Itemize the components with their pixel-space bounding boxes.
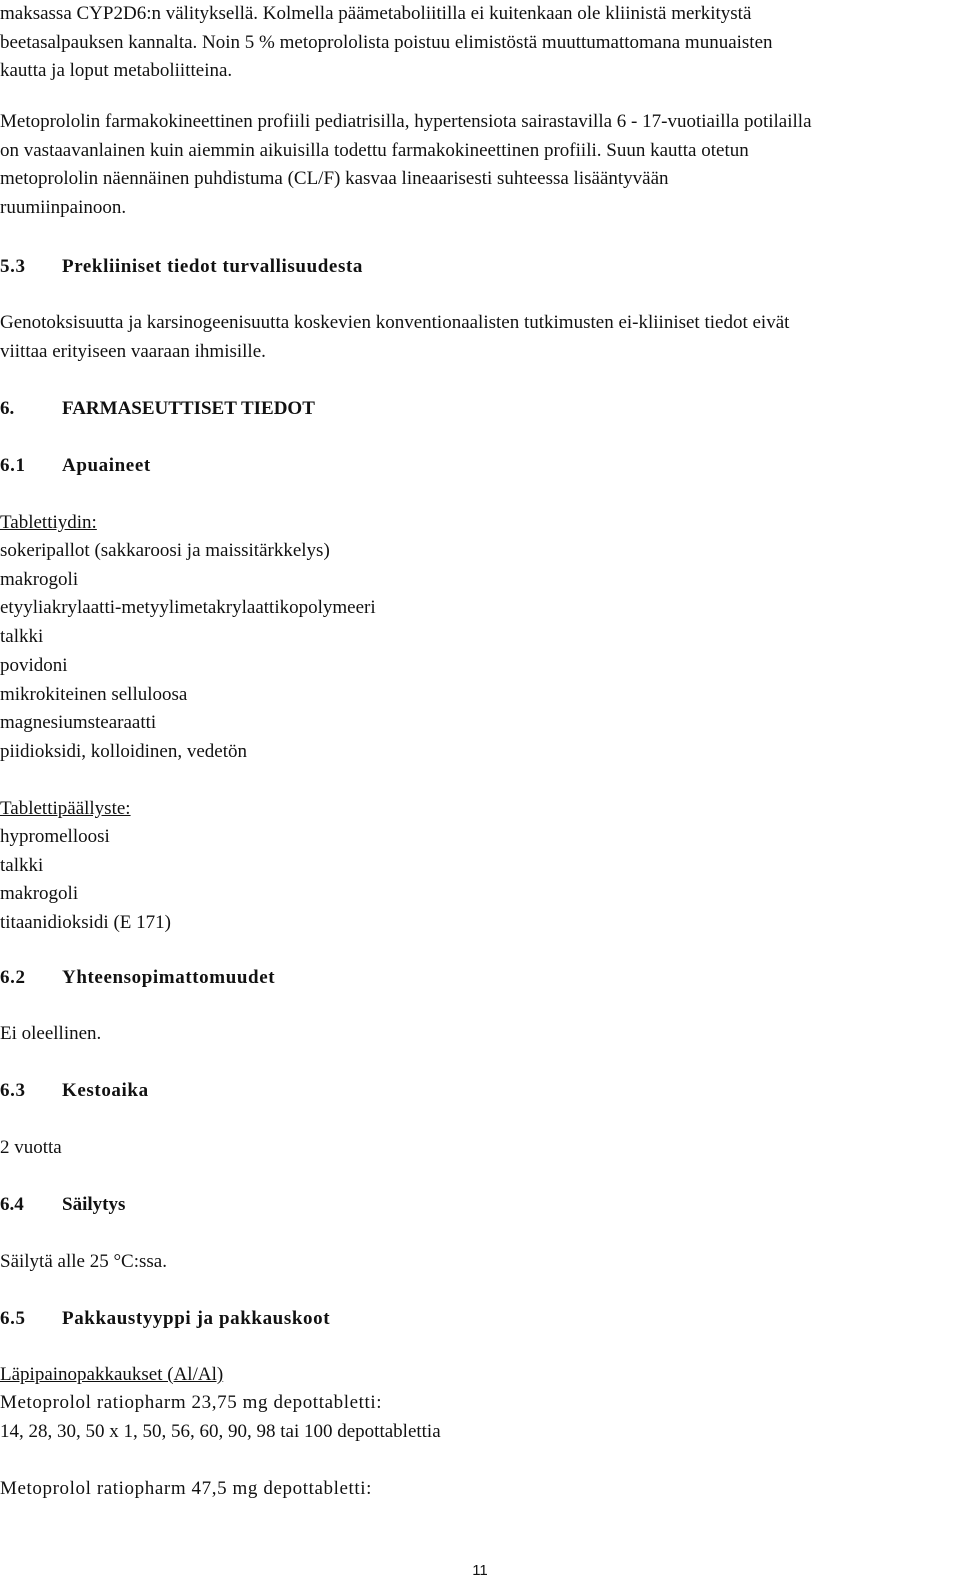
section-title: Kestoaika — [62, 1080, 149, 1101]
section-number: 6.1 — [0, 455, 26, 476]
section-heading-6-2 — [0, 964, 275, 993]
intro-line: kautta ja loput metaboliitteina. — [0, 60, 233, 82]
section-heading-6-5 — [0, 1305, 330, 1334]
section-heading-6 — [0, 395, 315, 424]
list-item: povidoni — [0, 654, 68, 676]
section-heading-5-3 — [0, 253, 363, 282]
section-title: Apuaineet — [62, 455, 151, 476]
product-strength-2: Metoprolol ratiopharm 47,5 mg depottabletti: — [0, 1478, 373, 1499]
pediatric-paragraph — [0, 108, 958, 223]
list-item: hypromelloosi — [0, 826, 110, 847]
section-number: 6.3 — [0, 1080, 26, 1101]
tablet-coating-list — [0, 823, 171, 938]
shelf-life-text: 2 vuotta — [0, 1137, 62, 1158]
intro-paragraph — [0, 0, 958, 86]
section-title: FARMASEUTTISET TIEDOT — [62, 398, 315, 419]
list-item: piidioksidi, kolloidinen, vedetön — [0, 740, 247, 762]
list-item: sokeripallot (sakkaroosi ja maissitärkkelys) — [0, 540, 330, 561]
pediatric-line: on vastaavanlainen kuin aiemmin aikuisilla todettu farmakokineettinen profiili. Suun kautta otetun — [0, 139, 749, 161]
list-item: makrogoli — [0, 883, 79, 905]
section-number: 5.3 — [0, 256, 26, 277]
pack-type-label: Läpipainopakkaukset (Al/Al) — [0, 1364, 224, 1385]
section-number: 6.4 — [0, 1194, 24, 1215]
section-number: 6.2 — [0, 967, 26, 988]
list-item: mikrokiteinen selluloosa — [0, 683, 188, 705]
list-item: etyyliakrylaatti-metyylimetakrylaattikopolymeeri — [0, 597, 376, 619]
section-heading-6-3 — [0, 1077, 149, 1106]
storage-text: Säilytä alle 25 °C:ssa. — [0, 1251, 167, 1272]
preclinical-line: viittaa erityiseen vaaraan ihmisille. — [0, 340, 266, 362]
section-title: Pakkaustyyppi ja pakkauskoot — [62, 1308, 331, 1329]
section-heading-6-4 — [0, 1191, 125, 1220]
list-item: makrogoli — [0, 568, 79, 590]
list-item: talkki — [0, 626, 44, 648]
list-item: titaanidioksidi (E 171) — [0, 912, 171, 934]
pediatric-line: metoprololin näennäinen puhdistuma (CL/F) kasvaa lineaarisesti suhteessa lisääntyvään — [0, 168, 669, 190]
tablet-core-list — [0, 537, 376, 767]
tablet-coating-label: Tablettipäällyste: — [0, 798, 131, 819]
list-item: talkki — [0, 854, 44, 876]
intro-line: maksassa CYP2D6:n välityksellä. Kolmella päämetaboliitilla ei kuitenkaan ole kliinistä merkitystä — [0, 3, 752, 24]
incompatibilities-text: Ei oleellinen. — [0, 1023, 102, 1044]
pediatric-line: ruumiinpainoon. — [0, 197, 127, 219]
intro-line: beetasalpauksen kannalta. Noin 5 % metoprololista poistuu elimistöstä muuttumattomana munuaisten — [0, 31, 773, 53]
section-title: Säilytys — [62, 1194, 126, 1215]
product-strength-1: Metoprolol ratiopharm 23,75 mg depottabletti: — [0, 1392, 383, 1413]
section-title: Yhteensopimattomuudet — [62, 967, 276, 988]
preclinical-line: Genotoksisuutta ja karsinogeenisuutta koskevien konventionaalisten tutkimusten ei-kliiniset tiedot eivät — [0, 312, 790, 333]
pack-sizes-1: 14, 28, 30, 50 x 1, 50, 56, 60, 90, 98 tai 100 depottablettia — [0, 1421, 441, 1442]
section-number: 6.5 — [0, 1308, 26, 1329]
page-number: 11 — [472, 1562, 488, 1579]
tablet-core-label: Tablettiydin: — [0, 512, 97, 533]
section-heading-6-1 — [0, 452, 151, 481]
preclinical-paragraph — [0, 309, 958, 366]
section-title: Prekliiniset tiedot turvallisuudesta — [62, 256, 363, 277]
pediatric-line: Metoprololin farmakokineettinen profiili pediatrisilla, hypertensiota sairastavilla 6 - 17-vuotiailla potilailla — [0, 111, 812, 132]
section-number: 6. — [0, 398, 15, 419]
list-item: magnesiumstearaatti — [0, 712, 157, 734]
